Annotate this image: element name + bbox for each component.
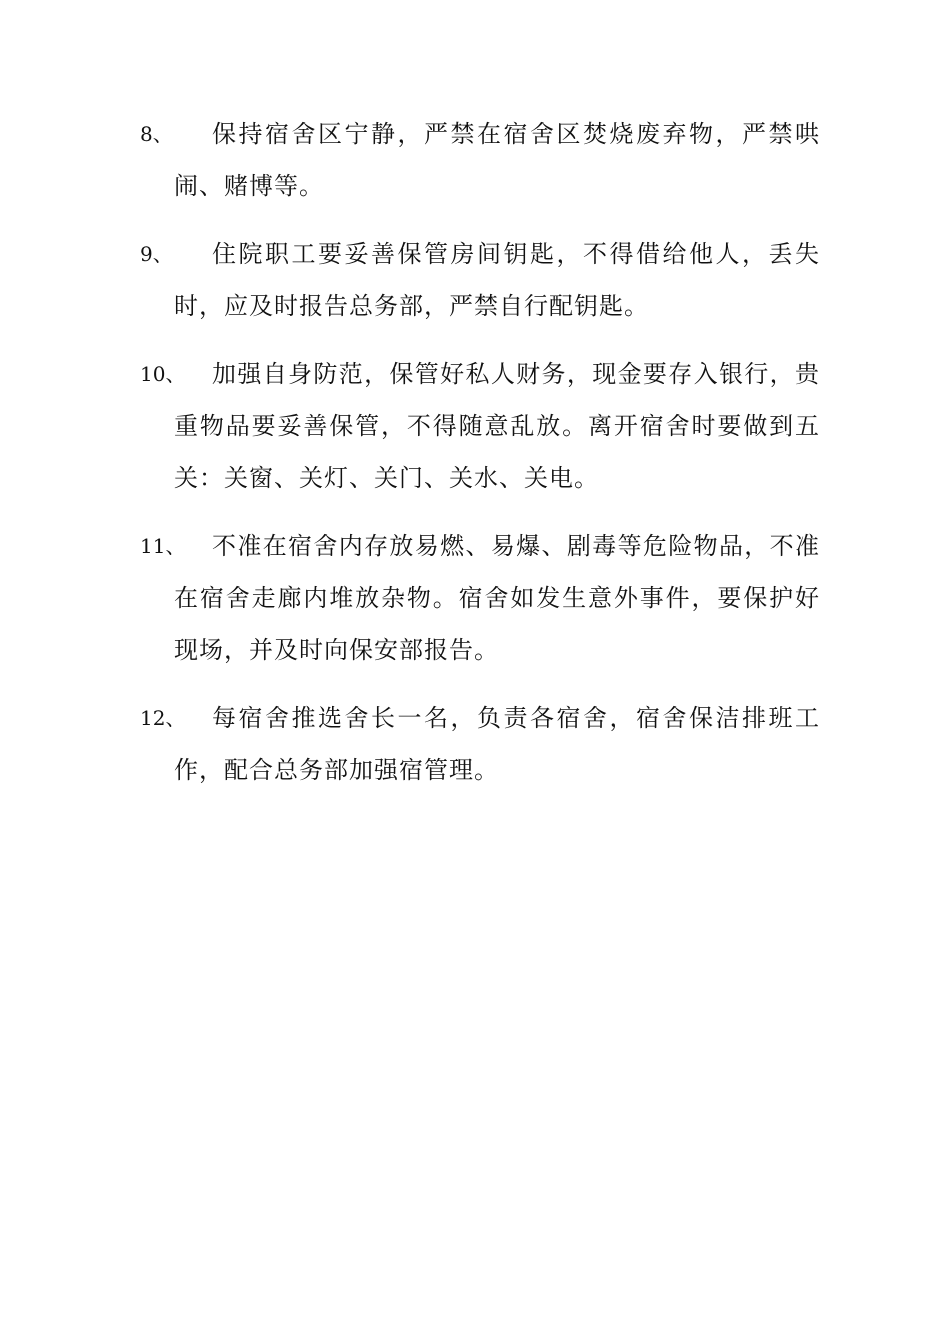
dormitory-rule-list	[140, 108, 820, 812]
rule-item-8	[140, 108, 820, 212]
rule-text: 每宿舍推选舍长一名，负责各宿舍，宿舍保洁排班工作，配合总务部加强宿管理。	[174, 704, 820, 784]
rule-text: 住院职工要妥善保管房间钥匙，不得借给他人，丢失时，应及时报告总务部，严禁自行配钥匙。	[174, 240, 820, 320]
rule-item-9	[140, 228, 820, 332]
rule-item-10	[140, 348, 820, 504]
rule-item-11	[140, 520, 820, 676]
rule-number: 8、	[140, 122, 173, 146]
rule-text: 加强自身防范，保管好私人财务，现金要存入银行，贵重物品要妥善保管，不得随意乱放。离开宿舍时要做到五关：关窗、关灯、关门、关水、关电。	[174, 360, 820, 492]
rule-number: 12、	[140, 706, 186, 730]
rule-number: 9、	[140, 242, 173, 266]
rule-number: 11、	[140, 534, 186, 558]
rule-number: 10、	[140, 362, 186, 386]
rule-item-12	[140, 692, 820, 796]
rule-text: 不准在宿舍内存放易燃、易爆、剧毒等危险物品，不准在宿舍走廊内堆放杂物。宿舍如发生意外事件，要保护好现场，并及时向保安部报告。	[174, 532, 820, 664]
rule-text: 保持宿舍区宁静，严禁在宿舍区焚烧废弃物，严禁哄闹、赌博等。	[174, 120, 820, 200]
